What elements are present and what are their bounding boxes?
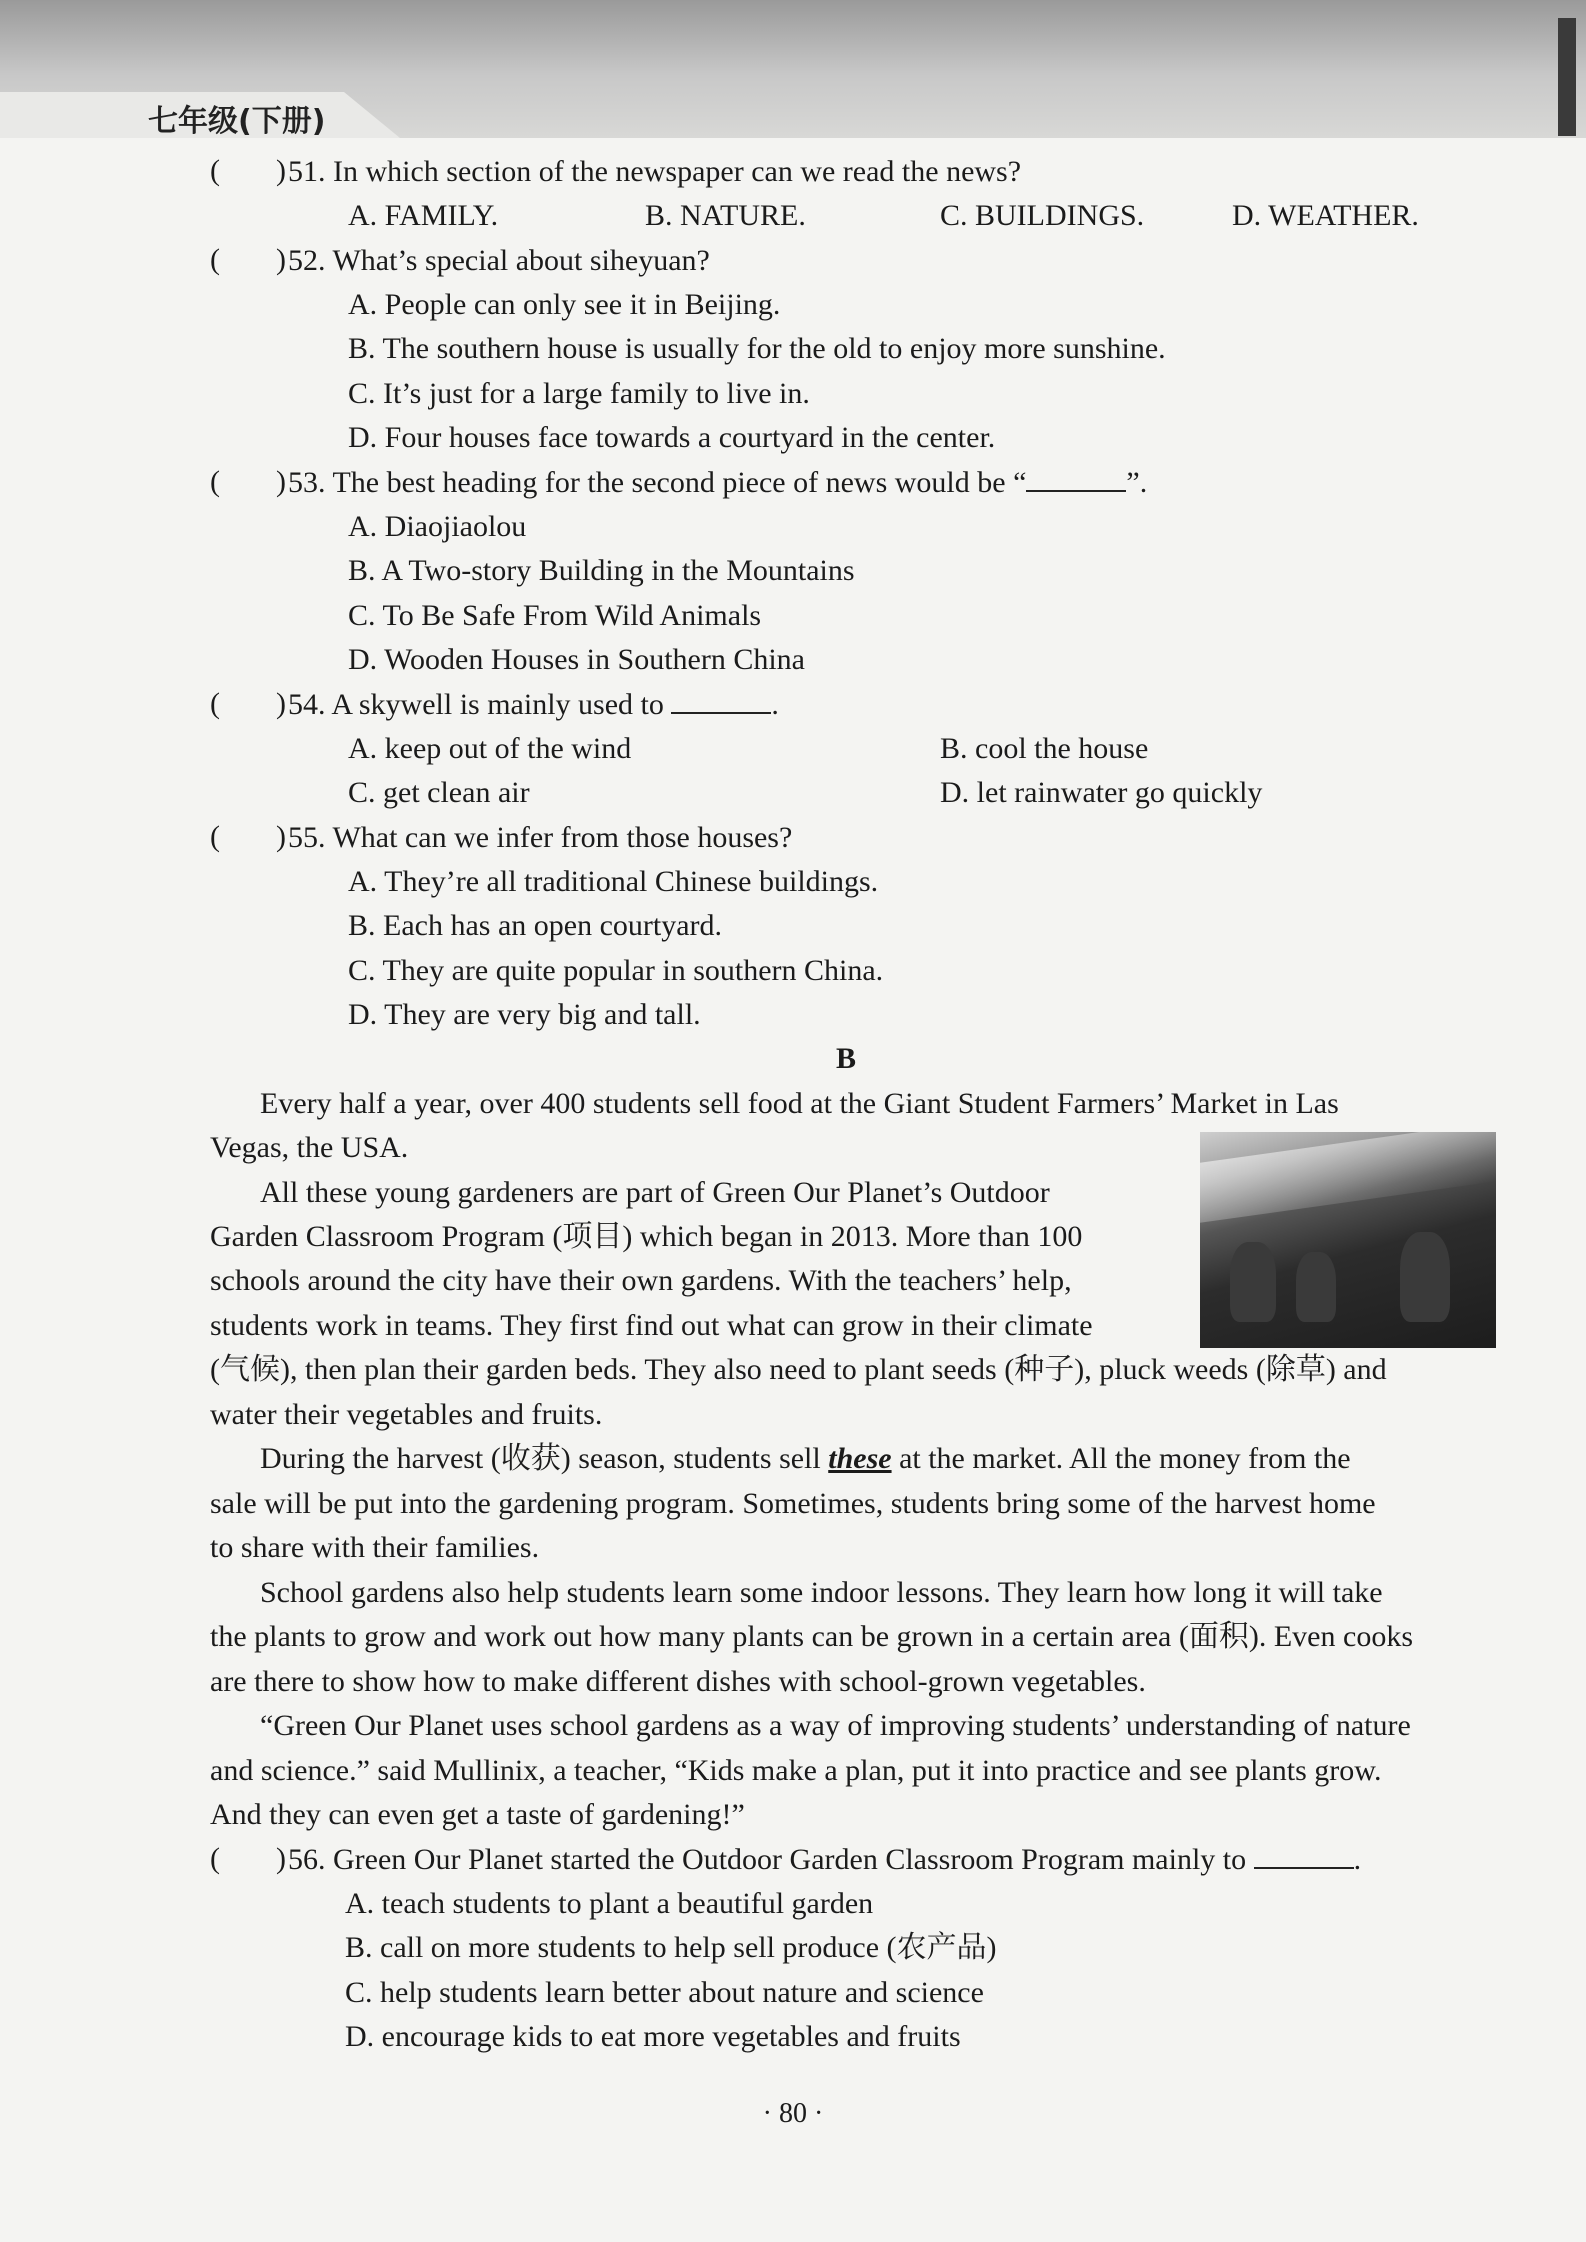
header-edge-bar <box>1558 18 1576 136</box>
option-text: C. They are quite popular in southern China. <box>348 954 884 987</box>
passage-line: water their vegetables and fruits. <box>210 1398 603 1431</box>
option-text: B. cool the house <box>940 732 1149 765</box>
passage-line: students work in teams. They first find out what can grow in their climate <box>210 1309 1093 1342</box>
option-text: A. FAMILY. <box>348 199 499 232</box>
question-56-stem: 56. Green Our Planet started the Outdoor Garden Classroom Program mainly to . <box>288 1843 1362 1876</box>
passage-line: schools around the city have their own gardens. With the teachers’ help, <box>210 1264 1072 1297</box>
question-53-stem: 53. The best heading for the second piece of news would be “ ”. <box>288 466 1148 499</box>
answer-blank <box>1254 1843 1354 1869</box>
passage-line: “Green Our Planet uses school gardens as a way of improving students’ understanding of nature <box>260 1709 1411 1742</box>
photo-figure <box>1296 1252 1336 1322</box>
page-number: · 80 · <box>762 2098 824 2129</box>
option-text: D. WEATHER. <box>1232 199 1419 232</box>
option-text: B. Each has an open courtyard. <box>348 909 723 942</box>
gardening-photo <box>1200 1132 1496 1348</box>
option-text: A. keep out of the wind <box>348 732 632 765</box>
option-text: A. Diaojiaolou <box>348 510 527 543</box>
passage-line: the plants to grow and work out how many plants can be grown in a certain area (面积). Even cooks <box>210 1620 1413 1653</box>
answer-blank <box>671 688 771 714</box>
option-text: C. BUILDINGS. <box>940 199 1145 232</box>
passage-line: Every half a year, over 400 students sell food at the Giant Student Farmers’ Market in Las <box>260 1087 1339 1120</box>
option-text: A. teach students to plant a beautiful garden <box>345 1887 874 1920</box>
option-text: C. To Be Safe From Wild Animals <box>348 599 762 632</box>
option-text: B. The southern house is usually for the old to enjoy more sunshine. <box>348 332 1166 365</box>
option-text: C. get clean air <box>348 776 530 809</box>
page-header-title: 七年级(下册) <box>148 104 326 139</box>
emphasized-word: these <box>828 1442 892 1475</box>
passage-line: Vegas, the USA. <box>210 1131 409 1164</box>
option-text: A. They’re all traditional Chinese buildings. <box>348 865 879 898</box>
passage-line: Garden Classroom Program (项目) which began in 2013. More than 100 <box>210 1220 1083 1253</box>
passage-line: to share with their families. <box>210 1531 540 1564</box>
passage-line: (气候), then plan their garden beds. They also need to plant seeds (种子), pluck weeds (除草) and <box>210 1353 1387 1386</box>
passage-line: During the harvest (收获) season, students sell these at the market. All the money from the <box>260 1442 1351 1475</box>
option-text: D. encourage kids to eat more vegetables and fruits <box>345 2020 961 2053</box>
answer-bracket: ( <box>210 820 220 853</box>
photo-figure <box>1230 1242 1276 1322</box>
passage-line: sale will be put into the gardening program. Sometimes, students bring some of the harvest home <box>210 1487 1376 1520</box>
answer-bracket: ) <box>276 154 286 187</box>
answer-bracket: ) <box>276 687 286 720</box>
photo-canopy <box>1200 1132 1496 1223</box>
option-text: B. A Two-story Building in the Mountains <box>348 554 855 587</box>
section-label: B <box>836 1042 857 1075</box>
answer-bracket: ) <box>276 465 286 498</box>
passage-line: School gardens also help students learn some indoor lessons. They learn how long it will take <box>260 1576 1383 1609</box>
answer-bracket: ( <box>210 243 220 276</box>
question-51-stem: 51. In which section of the newspaper can we read the news? <box>288 155 1022 188</box>
photo-figure <box>1400 1232 1450 1322</box>
option-text: D. Four houses face towards a courtyard in the center. <box>348 421 996 454</box>
passage-line: are there to show how to make different dishes with school-grown vegetables. <box>210 1665 1146 1698</box>
passage-line: And they can even get a taste of gardening!” <box>210 1798 745 1831</box>
answer-bracket: ( <box>210 465 220 498</box>
answer-bracket: ) <box>276 243 286 276</box>
option-text: D. let rainwater go quickly <box>940 776 1263 809</box>
answer-bracket: ( <box>210 1842 220 1875</box>
option-text: D. Wooden Houses in Southern China <box>348 643 806 676</box>
option-text: C. help students learn better about nature and science <box>345 1976 984 2009</box>
option-text: B. call on more students to help sell produce (农产品) <box>345 1931 997 1964</box>
question-54-stem: 54. A skywell is mainly used to . <box>288 688 779 721</box>
passage-line: and science.” said Mullinix, a teacher, “Kids make a plan, put it into practice and see plants grow. <box>210 1754 1382 1787</box>
answer-bracket: ) <box>276 1842 286 1875</box>
answer-bracket: ( <box>210 687 220 720</box>
passage-line: All these young gardeners are part of Green Our Planet’s Outdoor <box>260 1176 1050 1209</box>
option-text: C. It’s just for a large family to live in. <box>348 377 810 410</box>
option-text: B. NATURE. <box>645 199 806 232</box>
answer-blank <box>1026 466 1126 492</box>
question-55-stem: 55. What can we infer from those houses? <box>288 821 793 854</box>
answer-bracket: ( <box>210 154 220 187</box>
answer-bracket: ) <box>276 820 286 853</box>
option-text: D. They are very big and tall. <box>348 998 701 1031</box>
option-text: A. People can only see it in Beijing. <box>348 288 781 321</box>
question-52-stem: 52. What’s special about siheyuan? <box>288 244 710 277</box>
